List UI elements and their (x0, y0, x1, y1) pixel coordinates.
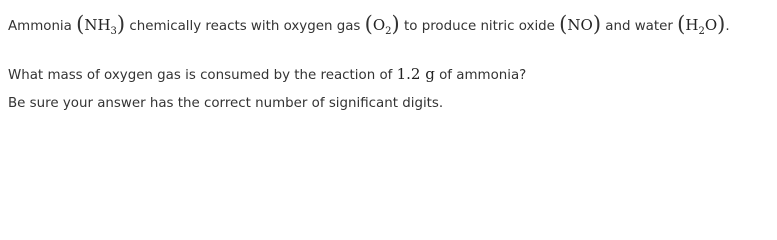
sig-figs-instruction: Be sure your answer has the correct number of significant digits. (8, 96, 444, 111)
question-sentence-1 (8, 13, 730, 38)
formula-ammonia: $(NH_3)$ (76, 12, 126, 37)
text-to-produce: to produce nitric oxide (399, 19, 560, 34)
formula-water: $(H_2O)$ (677, 12, 726, 37)
mass-unit: g (425, 65, 435, 83)
mass-quantity (396, 65, 435, 83)
text-of-ammonia: of ammonia? (434, 68, 527, 83)
formula-nitric-oxide: (NO) (559, 12, 602, 36)
mass-value: 1.2 (396, 65, 421, 83)
text-reacts-with: chemically reacts with oxygen gas (125, 19, 365, 34)
text-what-mass: What mass of oxygen gas is consumed by the reaction of (8, 68, 397, 83)
question-sentence-2 (8, 64, 526, 86)
formula-oxygen: $(O_2)$ (364, 12, 400, 37)
text-ammonia: Ammonia (8, 19, 77, 34)
text-period: . (725, 19, 730, 34)
text-and-water: and water (601, 19, 678, 34)
